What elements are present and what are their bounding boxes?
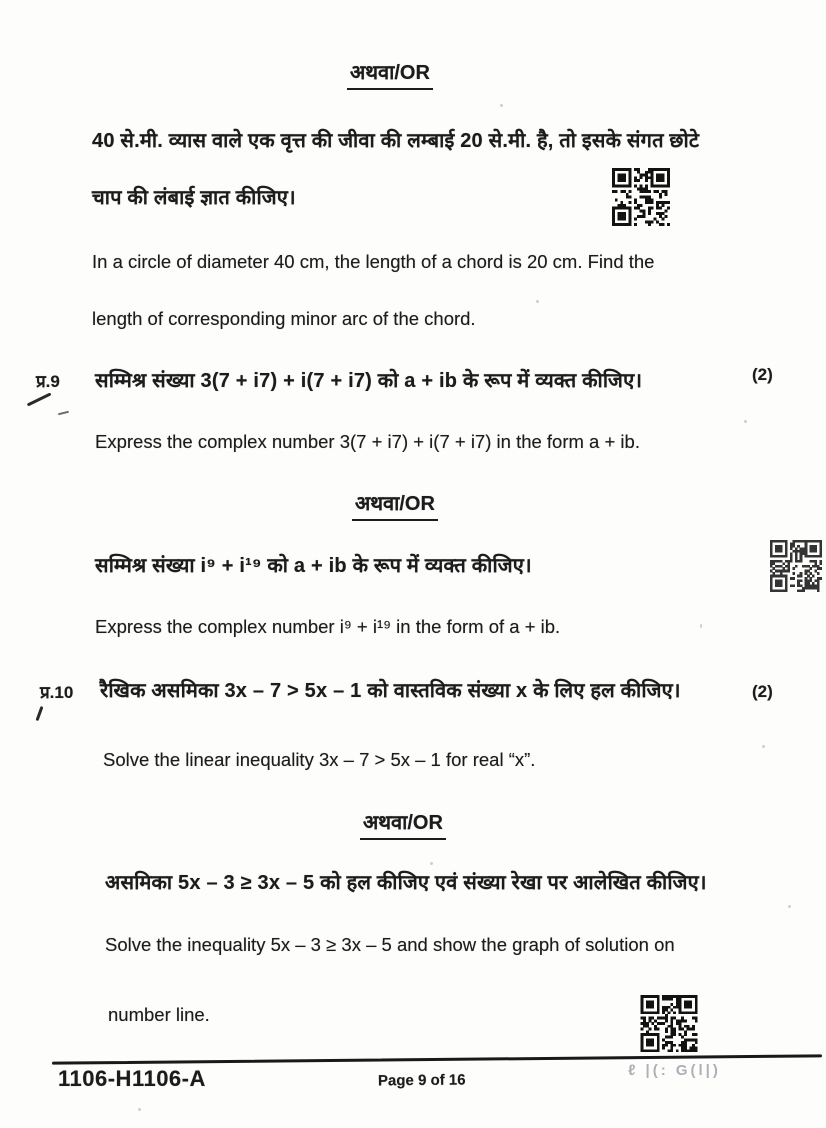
question-number: प्र.10 <box>40 683 74 702</box>
question-hindi-line: सम्मिश्र संख्या i⁹ + i¹⁹ को a + ib के रूप में व्यक्त कीजिए। <box>95 555 532 577</box>
question-english-line: Express the complex number i⁹ + i¹⁹ in the form of a + ib. <box>95 616 561 637</box>
question-english-line: In a circle of diameter 40 cm, the length of a chord is 20 cm. Find the <box>92 251 655 272</box>
page-number: Page 9 of 16 <box>377 1071 466 1090</box>
scan-speck <box>138 1108 141 1111</box>
or-heading: अथवा/OR <box>347 58 433 90</box>
qr-code-icon <box>610 168 672 226</box>
question-english-line: Solve the inequality 5x – 3 ≥ 3x – 5 and show the graph of solution on <box>105 934 675 955</box>
scan-speck <box>536 300 539 303</box>
pen-mark <box>27 392 51 406</box>
question-hindi-line: असमिका 5x – 3 ≥ 3x – 5 को हल कीजिए एवं संख्या रेखा पर आलेखित कीजिए। <box>105 872 707 894</box>
question-hindi-line: चाप की लंबाई ज्ञात कीजिए। <box>92 187 296 209</box>
scan-speck <box>616 133 618 138</box>
or-heading: अथवा/OR <box>360 808 446 840</box>
question-hindi-line: रैखिक असमिका 3x – 7 > 5x – 1 को वास्तविक संख्या x के लिए हल कीजिए। <box>100 680 681 702</box>
scan-speck <box>744 420 747 423</box>
scan-speck <box>762 745 765 748</box>
marks-badge: (2) <box>752 365 773 384</box>
scan-speck <box>700 624 702 628</box>
qr-code-icon <box>638 995 700 1052</box>
paper-code: 1106-H1106-A <box>58 1066 206 1091</box>
question-number: प्र.9 <box>36 372 60 391</box>
question-english-line: Express the complex number 3(7 + i7) + i(7 + i7) in the form a + ib. <box>95 431 640 452</box>
marks-badge: (2) <box>752 682 773 701</box>
faint-stamp: ℓ |(: G(l|) <box>628 1062 721 1079</box>
pen-mark <box>36 706 43 721</box>
scan-speck <box>430 862 433 865</box>
scan-speck <box>500 104 503 107</box>
question-english-line: number line. <box>108 1004 210 1025</box>
question-hindi-line: 40 से.मी. व्यास वाले एक वृत्त की जीवा की लम्बाई 20 से.मी. है, तो इसके संगत छोटे <box>92 130 700 152</box>
question-hindi-line: सम्मिश्र संख्या 3(7 + i7) + i(7 + i7) को a + ib के रूप में व्यक्त कीजिए। <box>95 370 643 392</box>
scan-speck <box>788 905 791 908</box>
scan-speck <box>592 948 595 951</box>
qr-code-icon <box>770 540 822 592</box>
pen-mark <box>58 411 69 416</box>
or-heading: अथवा/OR <box>352 489 438 521</box>
question-english-line: length of corresponding minor arc of the chord. <box>92 308 476 329</box>
question-english-line: Solve the linear inequality 3x – 7 > 5x – 1 for real “x”. <box>103 749 536 770</box>
